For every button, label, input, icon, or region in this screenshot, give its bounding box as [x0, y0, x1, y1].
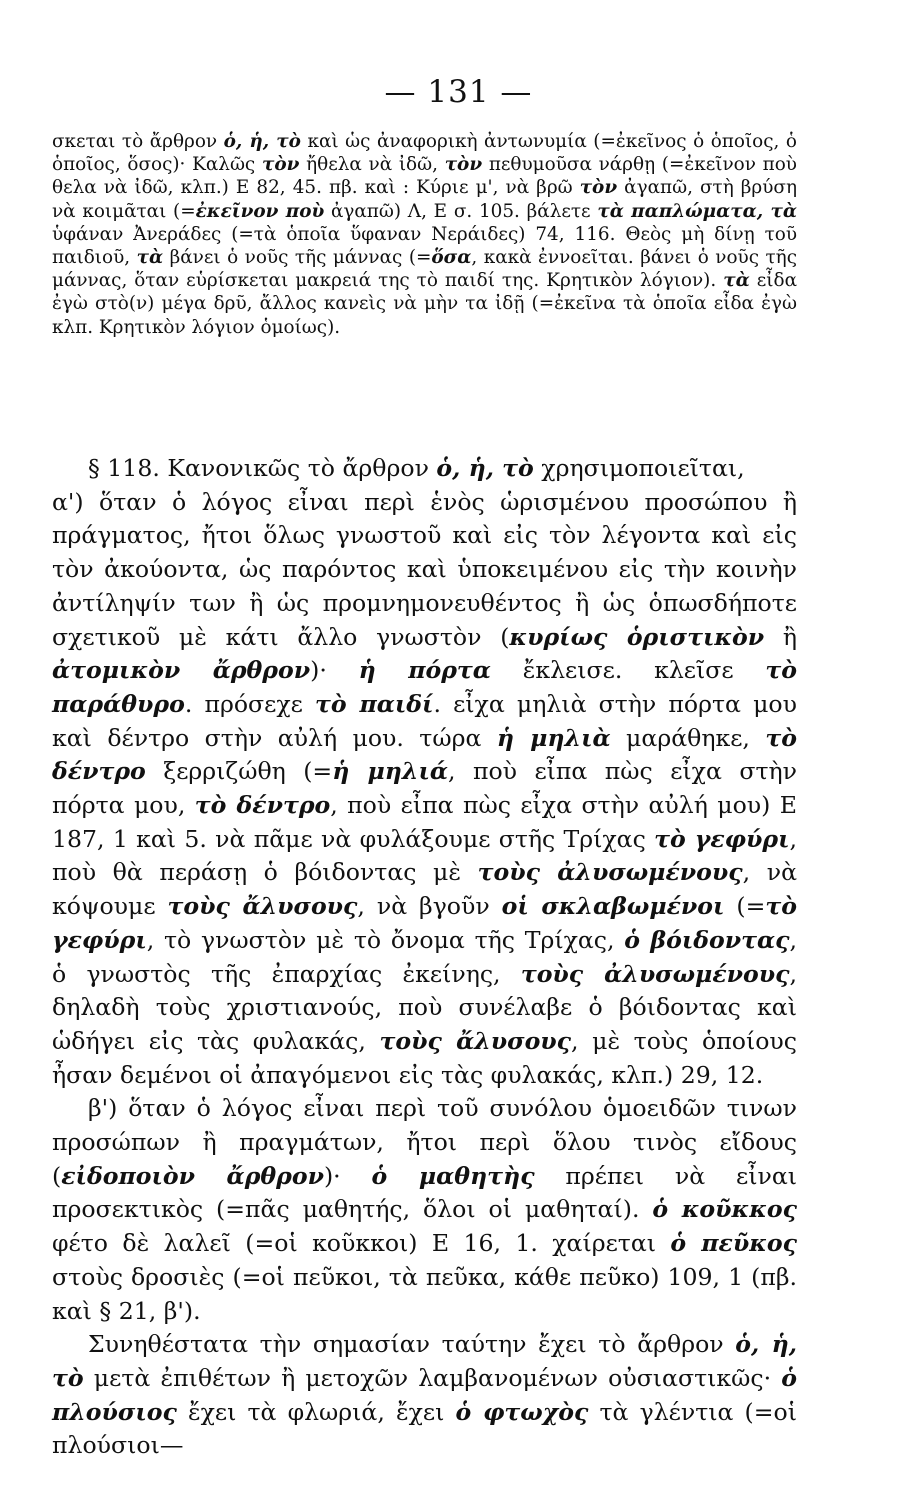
- paragraph-usage: Συνηθέστατα τὴν σημασίαν ταύτην ἔχει τὸ ἄρθρον ὁ, ἡ, τὸ μετὰ ἐπιθέτων ἢ μετοχῶν λαμβανομένων οὐσιαστικῶς· ὁ πλούσιος ἔχει τὰ φλωριά, ἔχει ὁ φτωχὸς τὰ γλέντια (=οἱ πλούσιοι—: [52, 1330, 797, 1460]
- paragraph-alpha: α') ὅταν ὁ λόγος εἶναι περὶ ἑνὸς ὡρισμένου προσώπου ἢ πράγματος, ἤτοι ὅλως γνωστοῦ καὶ εἰς τὸν λέγοντα καὶ εἰς τὸν ἀκούοντα, ὡς παρόντος καὶ ὑποκειμένου εἰς τὴν κοινὴν ἀντίληψίν των ἢ ὡς προμνημονευθέντος ἢ ὡς ὁπωσδήποτε σχετικοῦ μὲ κάτι ἄλλο γνωστὸν (κυρίως ὁριστικὸν ἢ ἀτομικὸν ἄρθρον)· ἡ πόρτα ἔκλεισε. κλεῖσε τὸ παράθυρο. πρόσεχε τὸ παιδί. εἶχα μηλιὰ στὴν πόρτα μου καὶ δέντρο στὴν αὐλή μου. τώρα ἡ μηλιὰ μαράθηκε, τὸ δέντρο ξερριζώθη (=ἡ μηλιά, ποὺ εἶπα πὼς εἶχα στὴν πόρτα μου, τὸ δέντρο, ποὺ εἶπα πὼς εἶχα στὴν αὐλή μου) Ε 187, 1 καὶ 5. νὰ πᾶμε νὰ φυλάξουμε στῆς Τρίχας τὸ γεφύρι, ποὺ θὰ περάσῃ ὁ βόιδοντας μὲ τοὺς ἀλυσωμένους, νὰ κόψουμε τοὺς ἄλυσους, νὰ βγοῦν οἱ σκλαβωμένοι (=τὸ γεφύρι, τὸ γνωστὸν μὲ τὸ ὄνομα τῆς Τρίχας, ὁ βόιδοντας, ὁ γνωστὸς τῆς ἐπαρχίας ἐκείνης, τοὺς ἀλυσωμένους, δηλαδὴ τοὺς χριστιανούς, ποὺ συνέλαβε ὁ βόιδοντας καὶ ὡδήγει εἰς τὰς φυλακάς, τοὺς ἄλυσους, μὲ τοὺς ὁποίους ἦσαν δεμένοι οἱ ἀπαγόμενοι εἰς τὰς φυλακάς, κλπ.) 29, 12.: [52, 487, 798, 1089]
- page-number: — 131 —: [384, 74, 533, 110]
- notes-paragraph: σκεται τὸ ἄρθρον ὁ, ἡ, τὸ καὶ ὡς ἀναφορικὴ ἀντωνυμία (=ἐκεῖνος ὁ ὁποῖος, ὁ ὁποῖος, ὅσος)· Καλῶς τὸν ἤθελα νὰ ἰδῶ, τὸν πεθυμοῦσα νάρθῃ (=ἐκεῖνον ποὺ θελα νὰ ἰδῶ, κλπ.) Ε 82, 45. πβ. καὶ : Κύριε μ', νὰ βρῶ τὸν ἀγαπῶ, στὴ βρύση νὰ κοιμᾶται (=ἐκεῖνον ποὺ ἀγαπῶ) Λ, Ε σ. 105. βάλετε τὰ παπλώματα, τὰ ὑφάναν Ἀνεράδες (=τὰ ὁποῖα ὕφαναν Νεράιδες) 74, 116. Θεὸς μὴ δίνῃ τοῦ παιδιοῦ, τὰ βάνει ὁ νοῦς τῆς μάννας (=ὅσα, κακὰ ἐννοεῖται. βάνει ὁ νοῦς τῆς μάννας, ὅταν εὑρίσκεται μακρειά της τὸ παιδί της. Κρητικὸν λόγιον). τὰ εἶδα ἐγὼ στὸ(ν) μέγα δρῦ, ἄλλος κανεὶς νὰ μὴν τα ἰδῇ (=ἐκεῖνα τὰ ὁποῖα εἶδα ἐγὼ κλπ. Κρητικὸν λόγιον ὁμοίως).: [52, 131, 797, 338]
- section-118: [52, 452, 797, 1463]
- section-heading-paragraph: § 118. Κανονικῶς τὸ ἄρθρον ὁ, ἡ, τὸ χρησιμοποιεῖται,: [88, 454, 745, 482]
- paragraph-beta: β') ὅταν ὁ λόγος εἶναι περὶ τοῦ συνόλου ὁμοειδῶν τινων προσώπων ἢ πραγμάτων, ἤτοι περὶ ὅλου τινὸς εἴδους (εἰδοποιὸν ἄρθρον)· ὁ μαθητὴς πρέπει νὰ εἶναι προσεκτικὸς (=πᾶς μαθητής, ὅλοι οἱ μαθηταί). ὁ κοῦκκος φέτο δὲ λαλεῖ (=οἱ κοῦκκοι) Ε 16, 1. χαίρεται ὁ πεῦκος στοὺς δροσιὲς (=οἱ πεῦκοι, τὰ πεῦκα, κάθε πεῦκο) 109, 1 (πβ. καὶ § 21, β').: [52, 1094, 798, 1325]
- preceding-notes: [52, 130, 797, 339]
